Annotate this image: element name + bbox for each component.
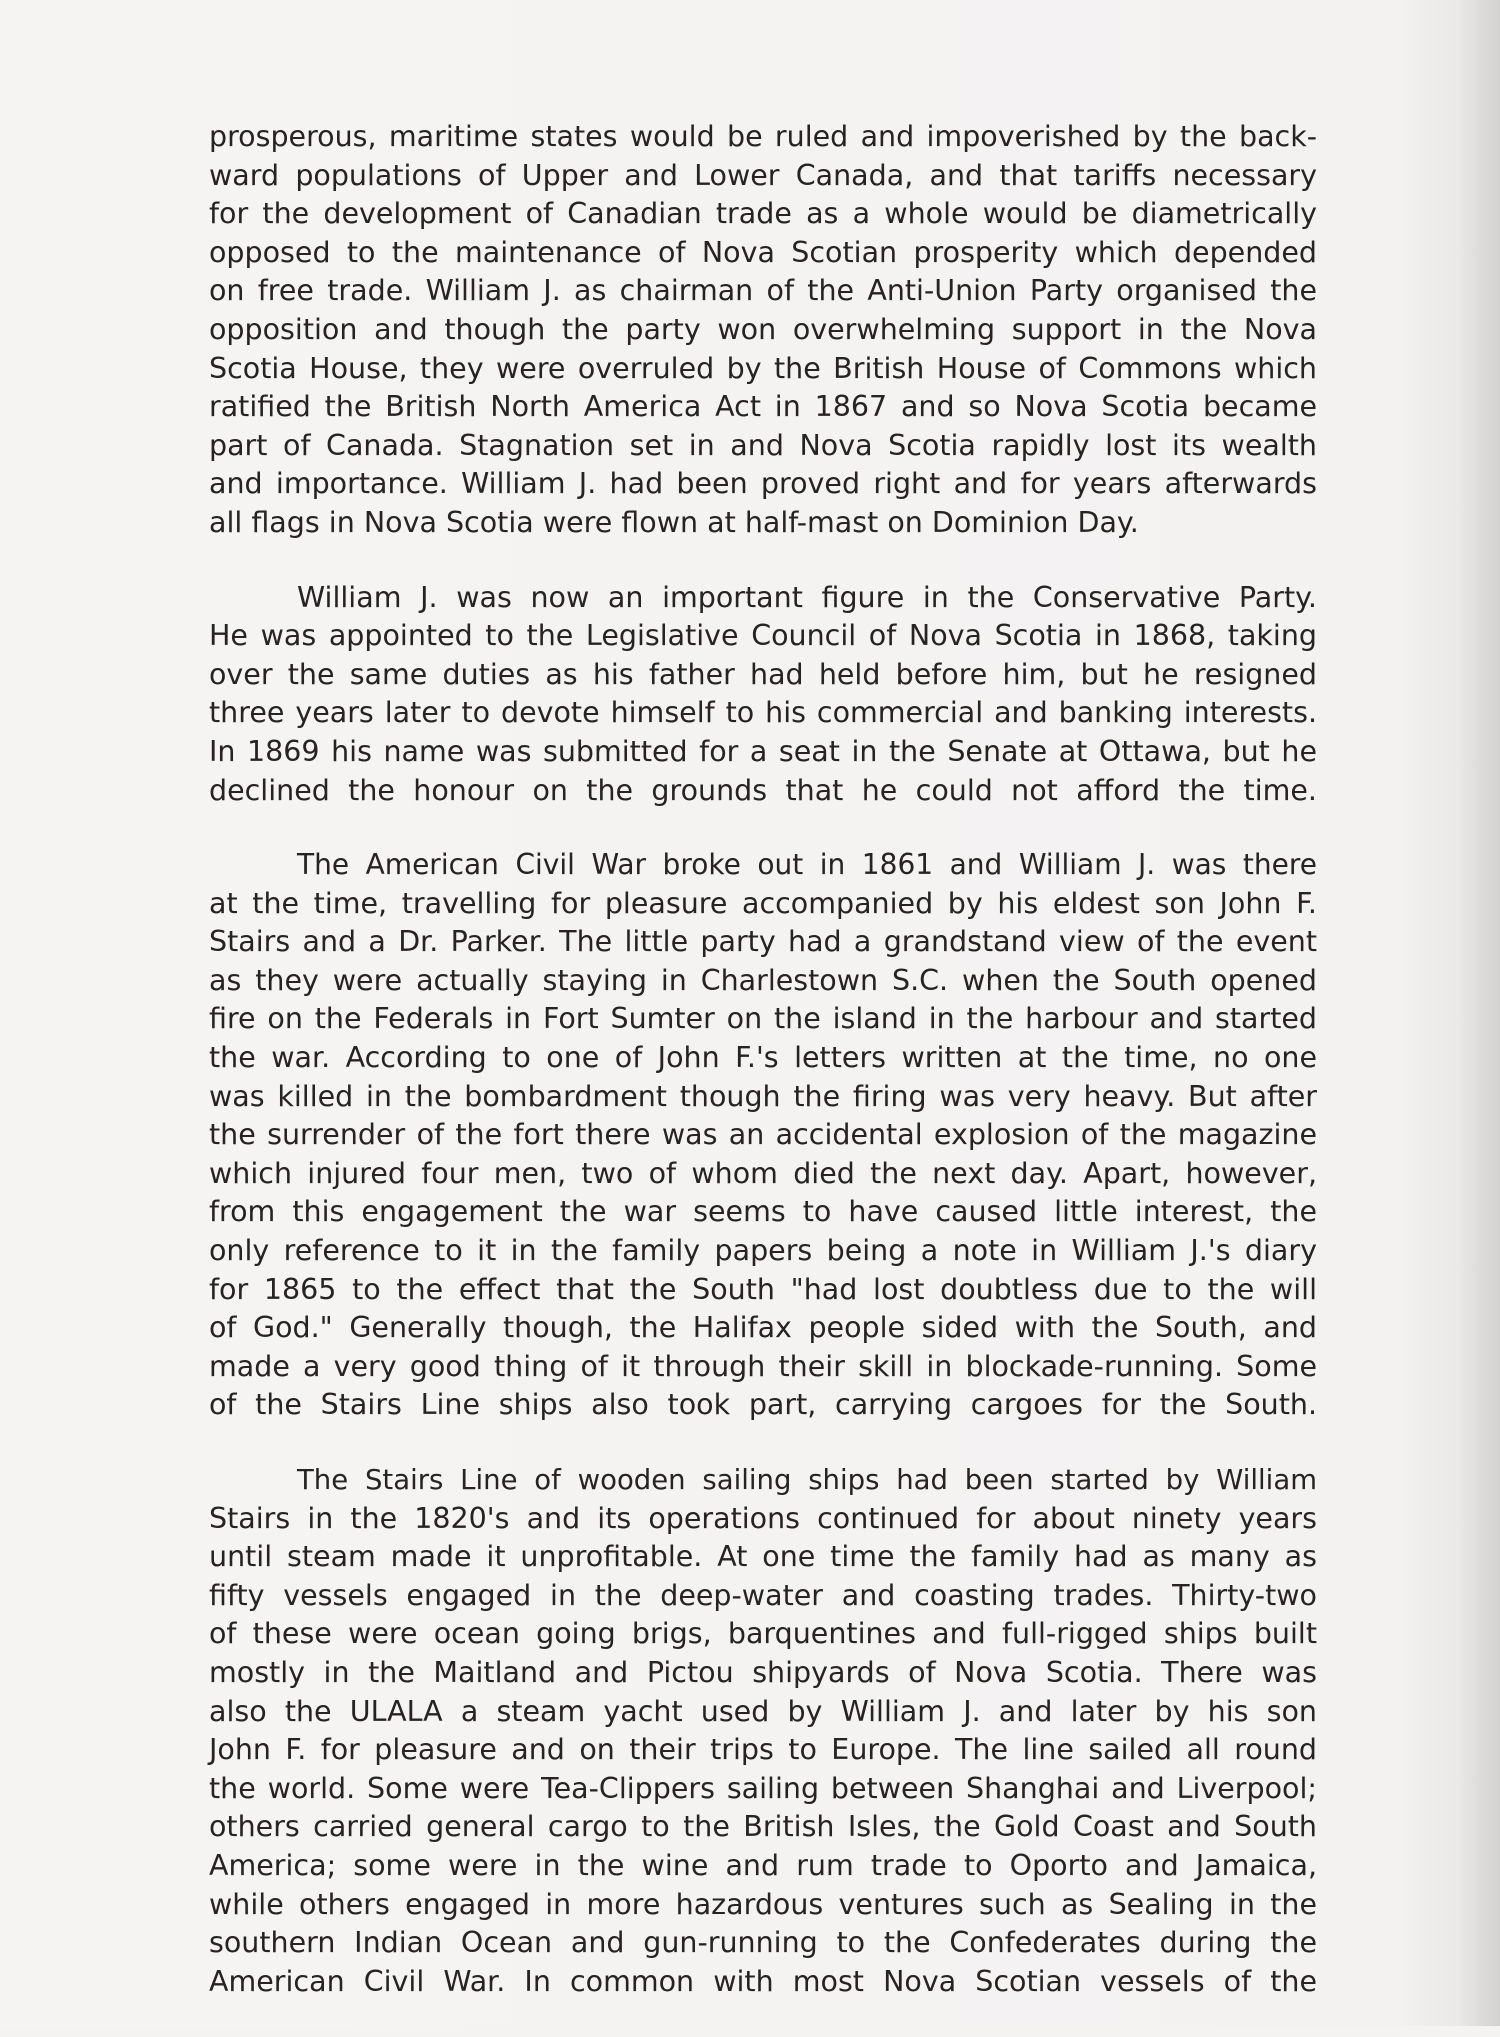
text-line: also the ULALA a steam yacht used by William J. and later by his son xyxy=(209,1694,1317,1728)
text-line: which injured four men, two of whom died the next day. Apart, however, xyxy=(209,1156,1317,1190)
text-line: southern Indian Ocean and gun-running to the Confederates during the xyxy=(209,1926,1317,1960)
text-line: of God." Generally though, the Halifax people sided with the South, and xyxy=(209,1311,1317,1345)
text-line: part of Canada. Stagnation set in and Nova Scotia rapidly lost its wealth xyxy=(209,428,1317,462)
text-line: for 1865 to the effect that the South "had lost doubtless due to the will xyxy=(209,1272,1317,1306)
text-line: all flags in Nova Scotia were flown at half-mast on Dominion Day. xyxy=(209,505,1139,539)
text-line: and importance. William J. had been proved right and for years afterwards xyxy=(209,467,1317,501)
text-line: made a very good thing of it through their skill in blockade-running. Some xyxy=(209,1349,1317,1383)
text-line: the war. According to one of John F.'s letters written at the time, no one xyxy=(209,1041,1317,1075)
text-line: at the time, travelling for pleasure accompanied by his eldest son John F. xyxy=(209,886,1317,920)
page-edge-shadow xyxy=(1458,0,1500,2026)
text-line: opposed to the maintenance of Nova Scotian prosperity which depended xyxy=(209,235,1317,269)
text-line: prosperous, maritime states would be ruled and impoverished by the back- xyxy=(209,120,1317,153)
text-line: The American Civil War broke out in 1861 and William J. was there xyxy=(297,848,1317,882)
text-line: American Civil War. In common with most Nova Scotian vessels of the xyxy=(209,1964,1317,1998)
paragraph-anti-union xyxy=(209,118,1317,543)
text-line: In 1869 his name was submitted for a seat in the Senate at Ottawa, but he xyxy=(209,734,1317,768)
text-line: mostly in the Maitland and Pictou shipyards of Nova Scotia. There was xyxy=(209,1655,1317,1689)
text-line: America; some were in the wine and rum trade to Oporto and Jamaica, xyxy=(209,1848,1317,1882)
body-text xyxy=(209,118,1317,2037)
text-line: three years later to devote himself to his commercial and banking interests. xyxy=(209,696,1317,730)
text-line: fire on the Federals in Fort Sumter on the island in the harbour and started xyxy=(209,1002,1317,1036)
text-line: opposition and though the party won overwhelming support in the Nova xyxy=(209,312,1317,346)
text-line: declined the honour on the grounds that he could not afford the time. xyxy=(209,773,1317,807)
text-line: Stairs and a Dr. Parker. The little party had a grandstand view of the event xyxy=(209,925,1317,959)
text-line: as they were actually staying in Charlestown S.C. when the South opened xyxy=(209,963,1317,997)
paragraph-stairs-line xyxy=(209,1461,1317,2001)
text-line: the world. Some were Tea-Clippers sailing between Shanghai and Liverpool; xyxy=(209,1771,1317,1805)
text-line: John F. for pleasure and on their trips to Europe. The line sailed all round xyxy=(209,1733,1317,1767)
text-line: of the Stairs Line ships also took part, carrying cargoes for the South. xyxy=(209,1388,1317,1422)
text-line: others carried general cargo to the British Isles, the Gold Coast and South xyxy=(209,1810,1317,1844)
text-line: ward populations of Upper and Lower Canada, and that tariffs necessary xyxy=(209,158,1317,192)
paragraph-legislative-council xyxy=(209,579,1317,811)
text-line: ratified the British North America Act in 1867 and so Nova Scotia became xyxy=(209,390,1317,424)
text-line: on free trade. William J. as chairman of the Anti-Union Party organised the xyxy=(209,274,1317,308)
text-line: from this engagement the war seems to have caused little interest, the xyxy=(209,1195,1317,1229)
text-line: until steam made it unprofitable. At one time the family had as many as xyxy=(209,1540,1317,1574)
paragraph-civil-war xyxy=(209,846,1317,1425)
text-line: over the same duties as his father had held before him, but he resigned xyxy=(209,657,1317,691)
text-line: for the development of Canadian trade as a whole would be diametrically xyxy=(209,197,1317,231)
text-line: Stairs in the 1820's and its operations continued for about ninety years xyxy=(209,1501,1317,1535)
text-line: Scotia House, they were overruled by the British House of Commons which xyxy=(209,351,1317,385)
text-line: only reference to it in the family papers being a note in William J.'s diary xyxy=(209,1234,1317,1268)
text-line: fifty vessels engaged in the deep-water and coasting trades. Thirty-two xyxy=(209,1578,1317,1612)
text-line: The Stairs Line of wooden sailing ships had been started by William xyxy=(297,1464,1317,1496)
text-line: the surrender of the fort there was an accidental explosion of the magazine xyxy=(209,1118,1317,1152)
text-line: William J. was now an important figure in the Conservative Party. xyxy=(297,580,1317,614)
text-line: while others engaged in more hazardous ventures such as Sealing in the xyxy=(209,1887,1317,1921)
text-line: was killed in the bombardment though the firing was very heavy. But after xyxy=(209,1079,1317,1113)
text-line: of these were ocean going brigs, barquentines and full-rigged ships built xyxy=(209,1617,1317,1651)
text-line: He was appointed to the Legislative Council of Nova Scotia in 1868, taking xyxy=(209,619,1317,653)
